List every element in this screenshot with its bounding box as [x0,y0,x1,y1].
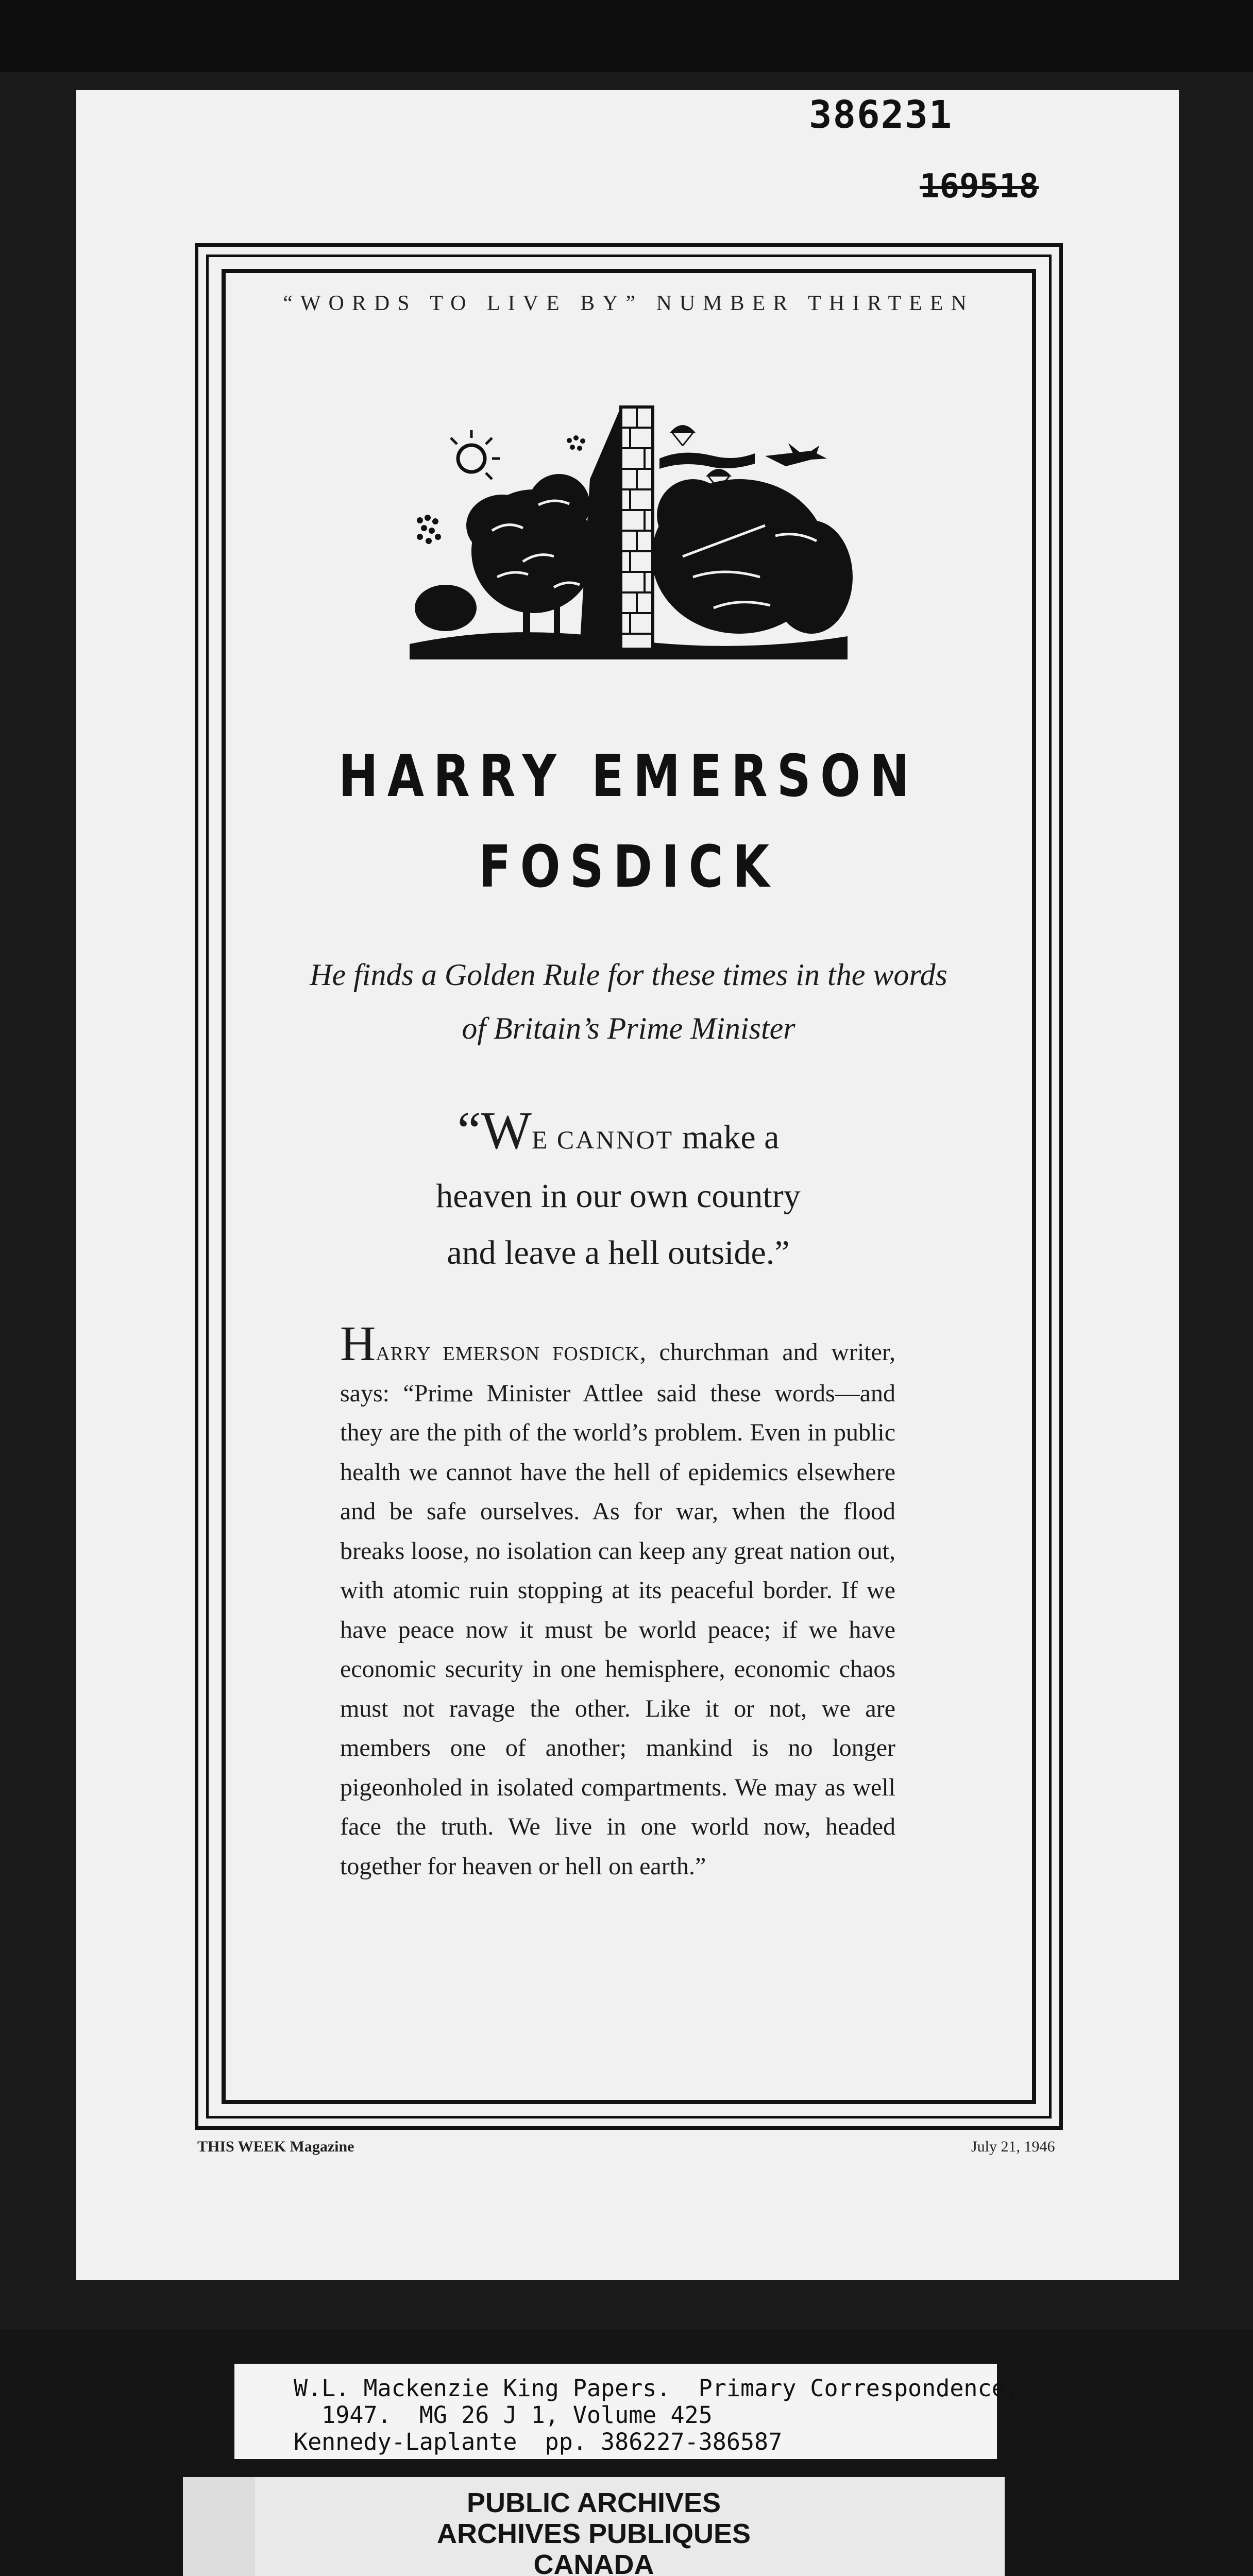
article-body [340,1316,895,1886]
body-drop-cap: H [340,1316,376,1371]
struck-reference-number: 169518 [920,167,1039,206]
pull-quote [361,1103,876,1281]
archive-stamp-line-2: ARCHIVES PUBLIQUES [436,2518,751,2549]
archive-stamp-tab [183,2477,255,2576]
publication-date: July 21, 1946 [971,2138,1055,2155]
body-paragraph-text: , churchman and writer, says: “Prime Minister Attlee said these words—and they are the pith of the world’s problem. Even in public health we cannot have the hell of epidemics elsewhere and be safe ourselves. As for war, when the flood breaks loose, no isolation can keep any great nation out, with atomic ruin stopping at its peaceful border. If we have peace now it must be world peace; if we have economic security in one hemisphere, economic chaos must not ravage the other. Like it or not, we are members one of another; mankind is no longer pigeonholed in isolated compartments. We may as well face the truth. We live in one world now, headed together for heaven or hell on earth.” [340,1338,895,1880]
quote-line-1-rest: make a [673,1118,780,1156]
archive-label-line-3: Kennedy-Laplante pp. 386227-386587 [294,2428,783,2455]
series-title: “WORDS TO LIVE BY” NUMBER THIRTEEN [283,292,974,315]
subtitle-line-2: of Britain’s Prime Minister [462,1011,795,1045]
archive-stamp [183,2477,1005,2576]
quote-small-caps: E CANNOT [531,1125,674,1154]
archive-stamp-line-3: CANADA [533,2549,654,2576]
person-name-second-line: FOSDICK [478,834,779,901]
pull-quote-line-1 [361,1103,876,1168]
person-name-first-line: HARRY EMERSON [338,743,919,810]
archive-citation-label [234,2364,1020,2459]
archive-label-line-1: W.L. Mackenzie King Papers. Primary Correspondence, [294,2375,1020,2402]
woodcut-illustration [404,402,858,670]
subtitle [268,948,989,1055]
body-small-caps-name: ARRY EMERSON FOSDICK [376,1343,640,1365]
quote-open-initial: “W [457,1101,532,1160]
film-edge-top [0,0,1253,72]
reference-number: 386231 [809,93,953,137]
subtitle-line-1: He finds a Golden Rule for these times in the words [310,958,947,992]
pull-quote-line-2: heaven in our own country [436,1177,801,1215]
archive-label-line-2: 1947. MG 26 J 1, Volume 425 [294,2401,713,2429]
pull-quote-line-3: and leave a hell outside.” [447,1234,790,1272]
publication-credit: THIS WEEK Magazine [197,2138,354,2155]
archive-stamp-line-1: PUBLIC ARCHIVES [466,2487,721,2518]
